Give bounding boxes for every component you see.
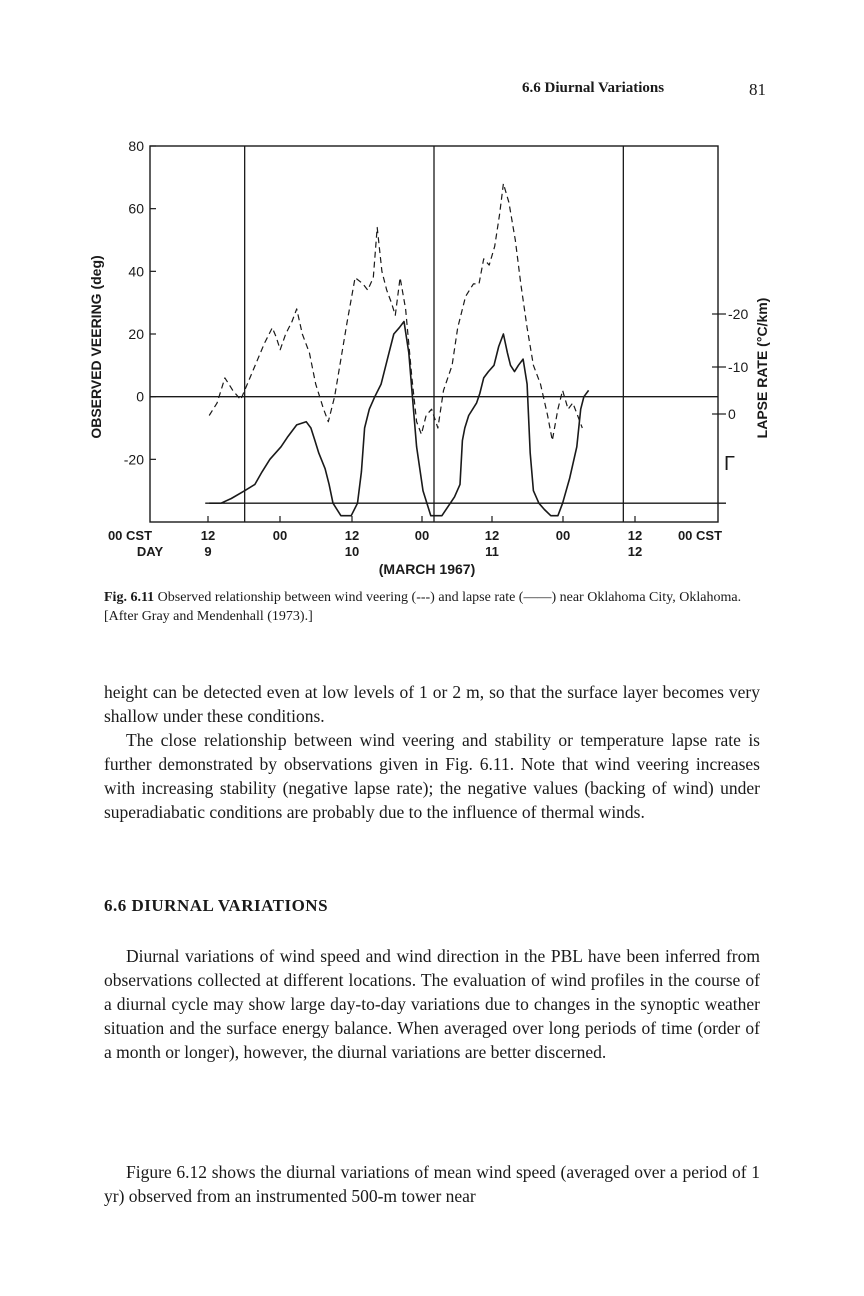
paragraph-4-text: Figure 6.12 shows the diurnal variations of mean wind speed (averaged over a period of 1 yr) observed from an instrumented 500-m tower near xyxy=(104,1162,760,1206)
figure-caption xyxy=(104,588,764,626)
x-tick-label: 12 xyxy=(484,528,500,543)
x-tick-label: 12 xyxy=(200,528,216,543)
caption-text: Observed relationship between wind veering (---) and lapse rate (——) near Oklahoma City, Oklahoma. [After Gray and Mendenhall (1973).] xyxy=(104,590,742,624)
x-tick-label: 12 xyxy=(627,528,643,543)
paragraph-3 xyxy=(104,944,760,1064)
paragraph-2 xyxy=(104,728,760,824)
day-number-label: 9 xyxy=(204,544,212,559)
right-axis-label: LAPSE RATE (°C/km) xyxy=(754,297,770,439)
x-tick-label: 00 xyxy=(555,528,571,543)
right-tick-label: -10 xyxy=(728,359,749,375)
left-axis-label: OBSERVED VEERING (deg) xyxy=(88,255,104,439)
paragraph-1 xyxy=(104,680,760,728)
section-heading: 6.6 DIURNAL VARIATIONS xyxy=(104,896,329,915)
paragraph-1-text: height can be detected even at low levels of 1 or 2 m, so that the surface layer becomes very shallow under these conditions. xyxy=(104,682,760,726)
x-tick-label: 12 xyxy=(344,528,360,543)
gamma-label: Γ xyxy=(724,453,736,475)
paragraph-2-text: The close relationship between wind veering and stability or temperature lapse rate is further demonstrated by observations given in Fig. 6.11. Note that wind veering increases with increasing stability (negative lapse rate); the negative values (backing of wind) under superadiabatic conditions are probably due to the influence of thermal winds. xyxy=(104,730,760,822)
day-number-label: 11 xyxy=(485,544,499,559)
month-label: (MARCH 1967) xyxy=(378,561,476,577)
left-tick-label: -20 xyxy=(123,451,144,468)
figure-6-11-chart xyxy=(70,128,790,588)
page-number: 81 xyxy=(749,80,766,99)
right-tick-label: -20 xyxy=(728,306,749,322)
x-tick-label: 00 xyxy=(272,528,288,543)
section-title: 6.6 Diurnal Variations xyxy=(522,80,665,96)
paragraph-3-text: Diurnal variations of wind speed and wind direction in the PBL have been inferred from observations collected at different locations. The evaluation of wind profiles in the course of a diurnal cycle may show large day-to-day variations due to changes in the synoptic weather situation and the surface energy balance. When averaged over long periods of time (order of a month or longer), however, the diurnal variations are better discerned. xyxy=(104,946,760,1062)
grid-lines xyxy=(150,146,726,522)
left-axis-ticks xyxy=(124,138,156,467)
left-tick-label: 0 xyxy=(136,388,144,405)
left-tick-label: 20 xyxy=(128,326,144,342)
x-tick-label: 00 xyxy=(414,528,430,543)
day-number-label: 12 xyxy=(627,544,643,559)
x-tick-label: 00 CST xyxy=(677,528,723,543)
series-lines xyxy=(209,184,588,516)
caption-label: Fig. 6.11 xyxy=(104,590,155,605)
right-tick-label: 0 xyxy=(728,406,736,422)
left-tick-label: 80 xyxy=(128,138,144,154)
veering-series-line xyxy=(209,184,582,441)
lapse-rate-series-line xyxy=(209,322,588,516)
left-tick-label: 40 xyxy=(128,263,144,280)
left-tick-label: 60 xyxy=(128,200,144,217)
paragraph-4 xyxy=(104,1160,760,1208)
day-label: DAY xyxy=(136,544,164,559)
day-number-label: 10 xyxy=(344,544,360,559)
x-tick-label: 00 CST xyxy=(107,528,153,543)
